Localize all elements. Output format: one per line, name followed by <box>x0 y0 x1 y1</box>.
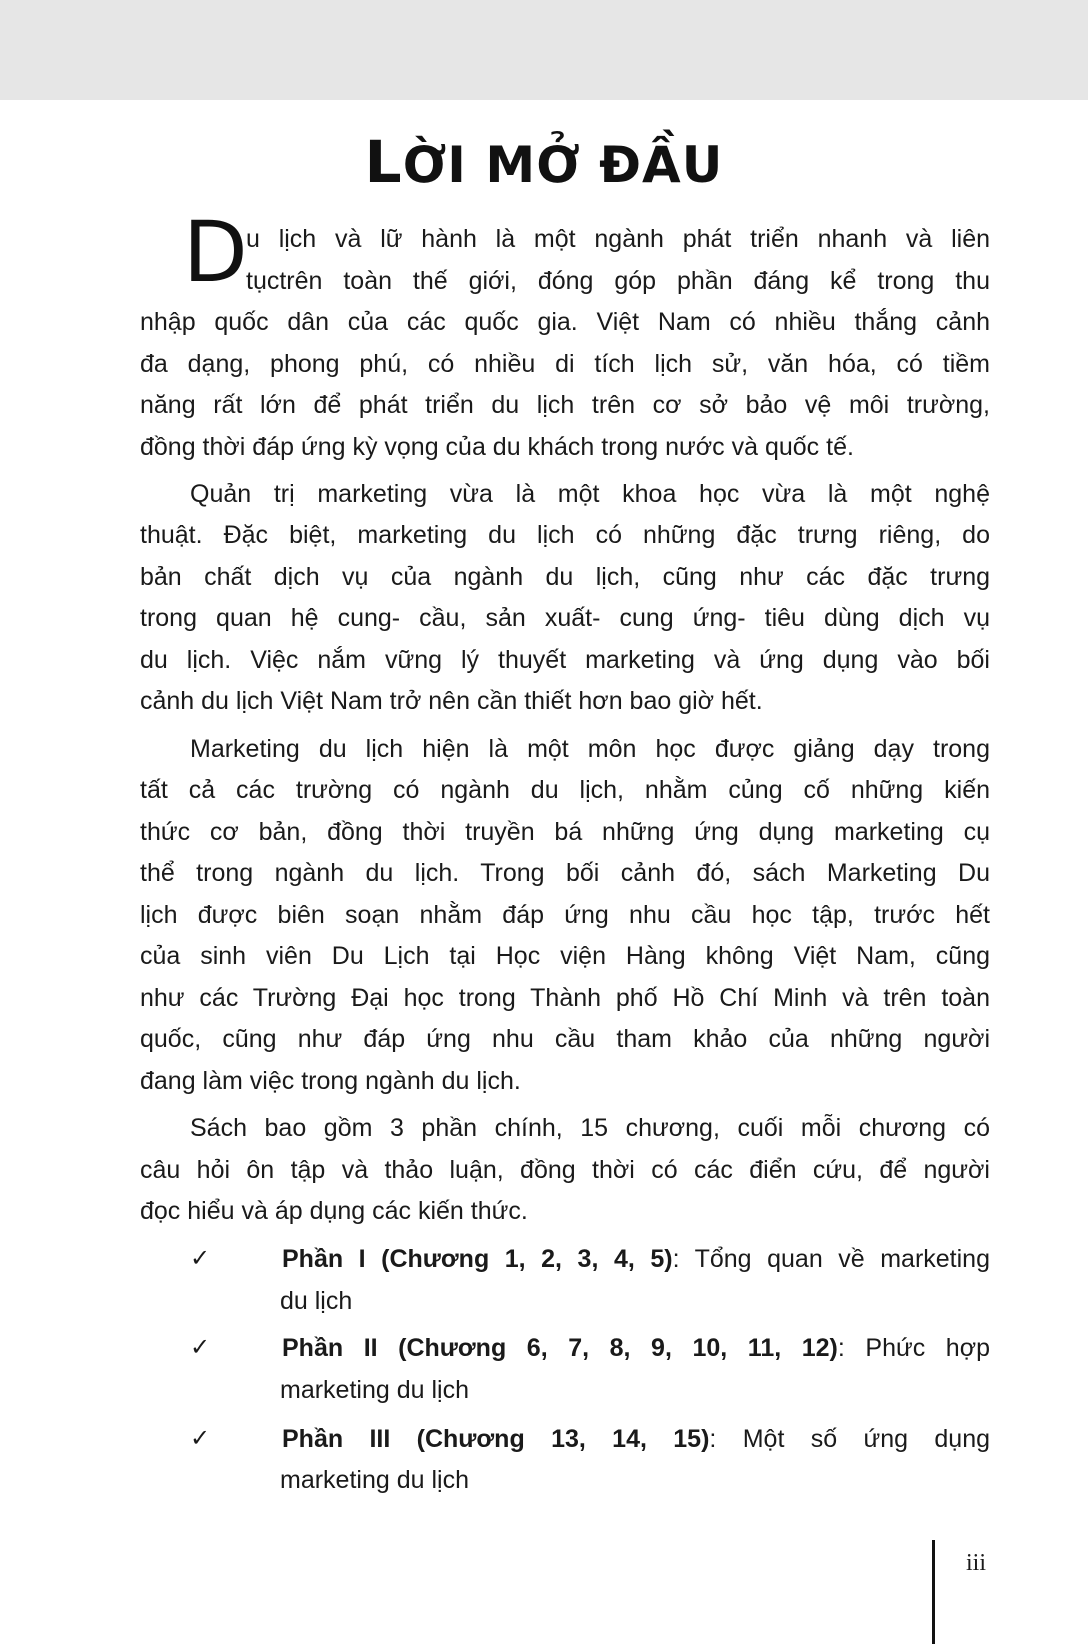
paragraph-line: Marketing du lịch hiện là một môn học được giảng dạy trong <box>190 734 990 763</box>
paragraph-line: cảnh du lịch Việt Nam trở nên cần thiết hơn bao giờ hết. <box>140 687 763 716</box>
part-description: : Phức hợp <box>837 1334 990 1363</box>
page-number-rule <box>932 1540 935 1644</box>
list-item-continuation: marketing du lịch <box>280 1375 469 1404</box>
paragraph-line: u lịch và lữ hành là một ngành phát triển nhanh và liên <box>246 225 990 254</box>
paragraph-line: quốc, cũng như đáp ứng nhu cầu tham khảo của những người <box>140 1025 990 1054</box>
title-rest: ỜI MỞ ĐẦU <box>402 136 724 194</box>
paragraph-line: trong quan hệ cung- cầu, sản xuất- cung ứng- tiêu dùng dịch vụ <box>140 604 990 633</box>
paragraph-line: của sinh viên Du Lịch tại Học viện Hàng không Việt Nam, cũng <box>140 942 990 971</box>
checkmark-icon: ✓ <box>190 1334 211 1362</box>
drop-cap: D <box>183 203 248 301</box>
top-margin-band <box>0 0 1088 100</box>
paragraph-line: thức cơ bản, đồng thời truyền bá những ứng dụng marketing cụ <box>140 817 990 846</box>
page-title <box>0 128 1088 196</box>
paragraph-line: đọc hiểu và áp dụng các kiến thức. <box>140 1197 528 1226</box>
paragraph-line: thể trong ngành du lịch. Trong bối cảnh đó, sách Marketing Du <box>140 859 990 888</box>
part-heading: Phần II (Chương 6, 7, 8, 9, 10, 11, 12) <box>282 1334 838 1363</box>
list-item-continuation: marketing du lịch <box>280 1466 469 1495</box>
part-heading: Phần I (Chương 1, 2, 3, 4, 5) <box>282 1245 673 1274</box>
paragraph-line: câu hỏi ôn tập và thảo luận, đồng thời có các điển cứu, để người <box>140 1155 990 1184</box>
paragraph-line: thuật. Đặc biệt, marketing du lịch có những đặc trưng riêng, do <box>140 521 990 550</box>
paragraph-line: bản chất dịch vụ của ngành du lịch, cũng như các đặc trưng <box>140 562 990 591</box>
checkmark-icon: ✓ <box>190 1424 211 1452</box>
paragraph-line: Sách bao gồm 3 phần chính, 15 chương, cuối mỗi chương có <box>190 1114 990 1143</box>
checkmark-icon: ✓ <box>190 1245 211 1273</box>
list-item <box>282 1244 990 1274</box>
list-item <box>282 1424 990 1454</box>
paragraph-line: như các Trường Đại học trong Thành phố Hồ Chí Minh và trên toàn <box>140 983 990 1012</box>
paragraph-line: tất cả các trường có ngành du lịch, nhằm củng cố những kiến <box>140 776 990 805</box>
paragraph-line: năng rất lớn để phát triển du lịch trên cơ sở bảo vệ môi trường, <box>140 391 990 420</box>
list-item <box>282 1333 990 1363</box>
paragraph-line: tụctrên toàn thế giới, đóng góp phần đáng kể trong thu <box>246 266 990 295</box>
paragraph-line: lịch được biên soạn nhằm đáp ứng nhu cầu học tập, trước hết <box>140 900 990 929</box>
part-description: : Tổng quan về marketing <box>672 1245 990 1274</box>
paragraph-line: đang làm việc trong ngành du lịch. <box>140 1066 521 1095</box>
paragraph-line: đa dạng, phong phú, có nhiều di tích lịch sử, văn hóa, có tiềm <box>140 349 990 378</box>
paragraph-line: nhập quốc dân của các quốc gia. Việt Nam có nhiều thắng cảnh <box>140 308 990 337</box>
part-description: : Một số ứng dụng <box>709 1424 990 1453</box>
paragraph-line: Quản trị marketing vừa là một khoa học vừa là một nghệ <box>190 479 990 508</box>
list-item-continuation: du lịch <box>280 1286 353 1315</box>
paragraph-line: du lịch. Việc nắm vững lý thuyết marketing và ứng dụng vào bối <box>140 645 990 674</box>
title-initial: L <box>364 128 403 196</box>
page-number: iii <box>966 1550 987 1576</box>
part-heading: Phần III (Chương 13, 14, 15) <box>282 1424 710 1453</box>
paragraph-line: đồng thời đáp ứng kỳ vọng của du khách trong nước và quốc tế. <box>140 432 854 461</box>
